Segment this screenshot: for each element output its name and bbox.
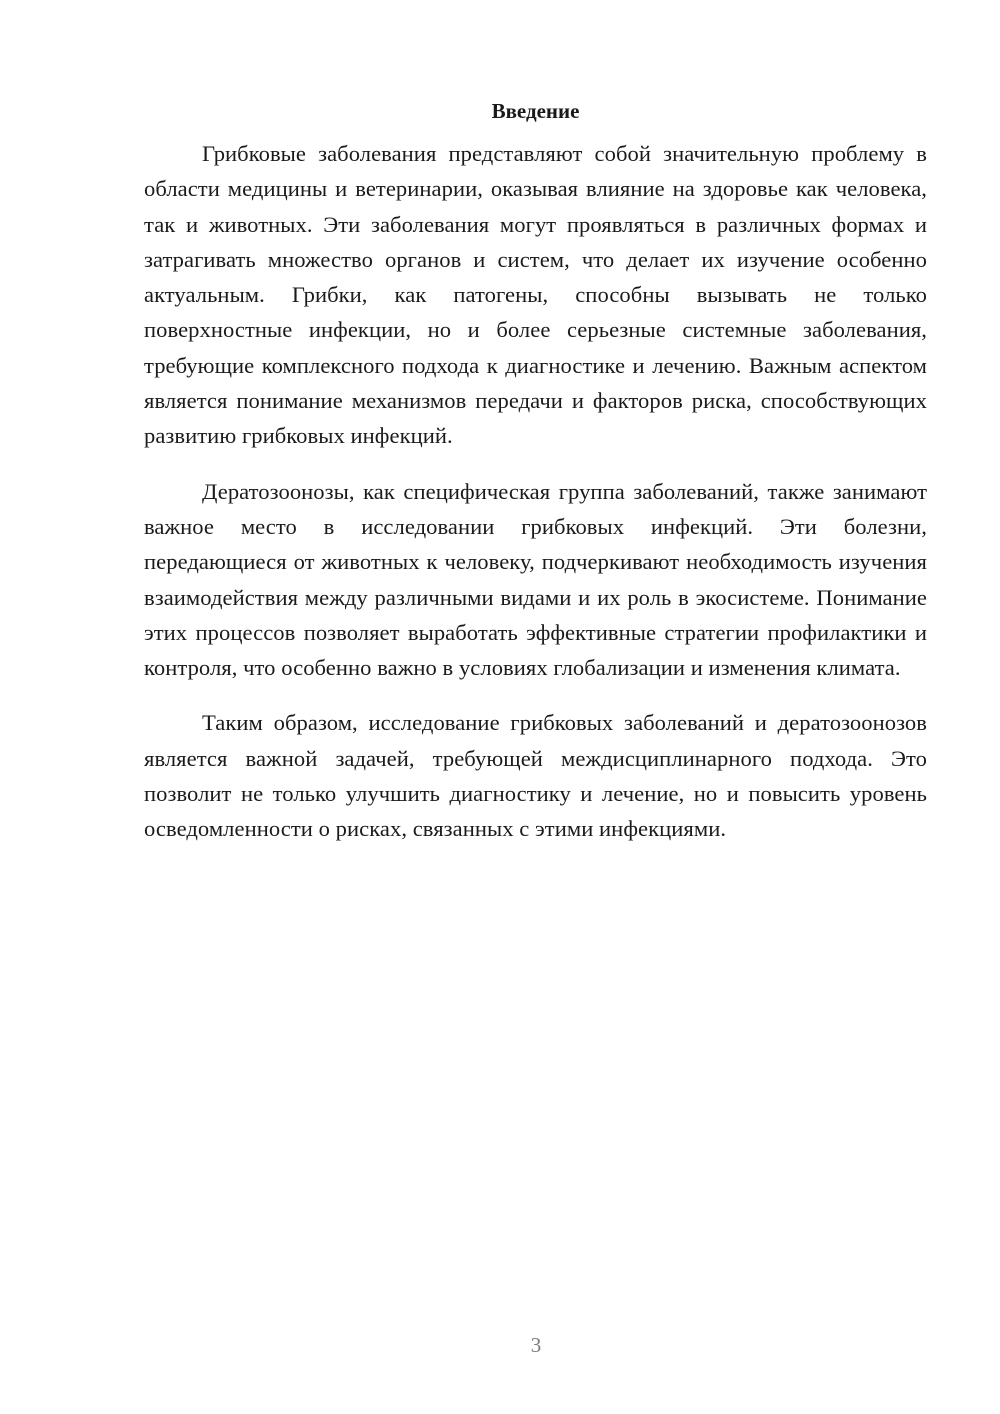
page-content: [144, 94, 927, 847]
paragraph-1: Грибковые заболевания представляют собой значительную проблему в области медицины и ветеринарии, оказывая влияние на здоровье как человека, так и животных. Эти заболевания могут проявляться в различных формах и затрагивать множество органов и систем, что делает их изучение особенно актуальным. Грибки, как патогены, способны вызывать не только поверхностные инфекции, но и более серьезные системные заболевания, требующие комплексного подхода к диагностике и лечению. Важным аспектом является понимание механизмов передачи и факторов риска, способствующих развитию грибковых инфекций.: [144, 141, 927, 449]
page-number: 3: [530, 1333, 542, 1357]
paragraph-3: Таким образом, исследование грибковых заболеваний и дератозоонозов является важной задачей, требующей междисциплинарного подхода. Это позволит не только улучшить диагностику и лечение, но и повысить уровень осведомленности о рисках, связанных с этими инфекциями.: [144, 710, 927, 842]
section-title: Введение: [491, 99, 580, 123]
paragraph-2: Дератозоонозы, как специфическая группа заболеваний, также занимают важное место в исследовании грибковых инфекций. Эти болезни, передающиеся от животных к человеку, подчеркивают необходимость изучения взаимодействия между различными видами и их роль в экосистеме. Понимание этих процессов позволяет выработать эффективные стратегии профилактики и контроля, что особенно важно в условиях глобализации и изменения климата.: [144, 478, 927, 681]
